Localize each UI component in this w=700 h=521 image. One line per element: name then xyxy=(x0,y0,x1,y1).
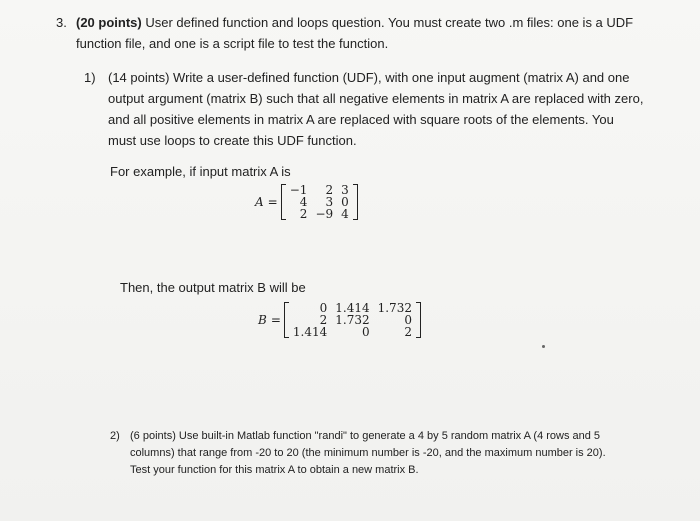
matrix-b-cell: 1.414 xyxy=(292,325,328,339)
matrix-a-cell: 4 xyxy=(299,195,308,209)
matrix-a-right-bracket xyxy=(353,184,358,220)
matrix-b-cell: 1.414 xyxy=(335,301,370,315)
stray-dot xyxy=(542,345,545,348)
matrix-a-cell: 0 xyxy=(341,195,349,209)
matrix-b-cell: 1.732 xyxy=(335,313,370,327)
matrix-a-label: A xyxy=(255,195,264,209)
matrix-b-label: B xyxy=(258,313,267,327)
part-2 xyxy=(110,428,620,479)
matrix-a-equation xyxy=(255,184,358,220)
matrix-b-right-bracket xyxy=(416,302,421,338)
matrix-a-cell: 3 xyxy=(341,183,349,197)
matrix-a xyxy=(286,184,353,220)
part-2-number: 2) xyxy=(110,430,120,442)
matrix-b-cell: 0 xyxy=(404,313,412,327)
matrix-a-cell: −9 xyxy=(315,207,334,221)
matrix-a-row xyxy=(286,208,353,220)
matrix-b-equals: = xyxy=(270,313,281,327)
matrix-b xyxy=(289,302,416,338)
part-2-text: (6 points) Use built-in Matlab function "randi" to generate a 4 by 5 random matrix A (4 rows and 5 columns) that range from -20 to 20 (the minimum number is -20, and the maximum number is 20). Test your function for this matrix A to obtain a new matrix B. xyxy=(130,430,606,476)
part-1-text: (14 points) Write a user-defined function (UDF), with one input augment (matrix A) and one output argument (matrix B) such that all negative elements in matrix A are replaced with zero, and all positive elements in matrix A are replaced with square roots of the elements. You must use loops to create this UDF function. xyxy=(108,70,644,148)
matrix-b-cell: 0 xyxy=(319,301,328,315)
example-intro: For example, if input matrix A is xyxy=(110,164,291,179)
matrix-b-row xyxy=(289,326,416,338)
question-points: (20 points) xyxy=(76,15,142,30)
matrix-b-cell: 0 xyxy=(361,325,370,339)
question-header xyxy=(56,12,656,54)
matrix-b-cell: 2 xyxy=(404,325,412,339)
question-body: User defined function and loops question. You must create two .m files: one is a UDF function file, and one is a script file to test the function. xyxy=(76,15,634,51)
part-1-number: 1) xyxy=(84,70,96,85)
matrix-b-cell: 2 xyxy=(319,313,328,327)
part-1 xyxy=(84,67,644,151)
then-text: Then, the output matrix B will be xyxy=(120,280,306,295)
matrix-a-cell: 2 xyxy=(325,183,334,197)
question-number: 3. xyxy=(56,15,67,30)
matrix-a-cell: 4 xyxy=(341,207,349,221)
matrix-a-cell: −1 xyxy=(289,183,308,197)
matrix-b-equation xyxy=(258,302,421,338)
matrix-a-cell: 2 xyxy=(299,207,308,221)
question-text xyxy=(76,12,656,54)
matrix-b-cell: 1.732 xyxy=(377,301,412,315)
matrix-a-cell: 3 xyxy=(325,195,334,209)
matrix-a-equals: = xyxy=(267,195,278,209)
